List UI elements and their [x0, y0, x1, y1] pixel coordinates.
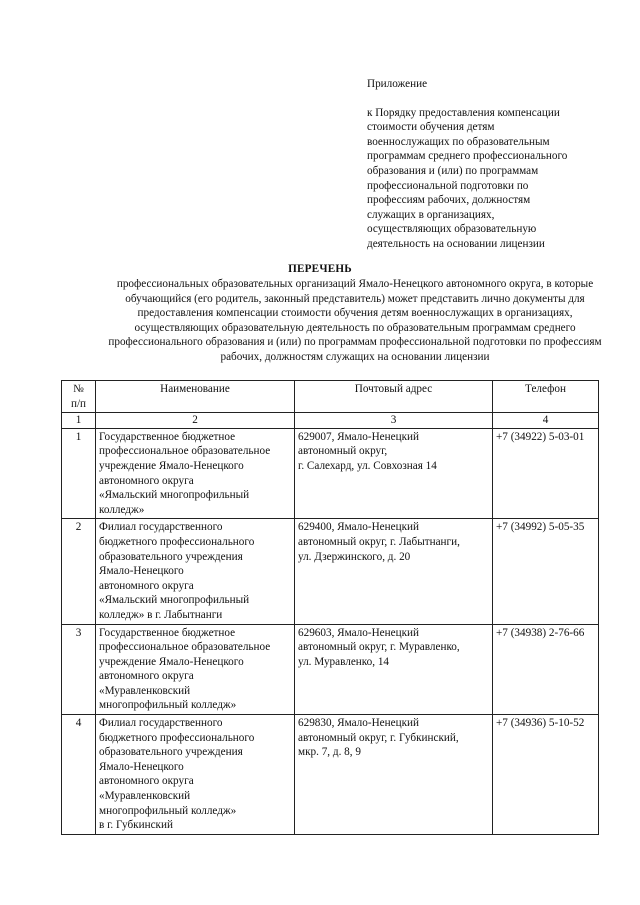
- table-column-numbers-row: [62, 413, 599, 429]
- organization-name: Государственное бюджетное профессиональное образовательное учреждение Ямало-Ненецкого автономного округа «Ямальский многопрофильный колледж»: [96, 428, 295, 519]
- postal-address: 629603, Ямало-Ненецкий автономный округ, г. Муравленко, ул. Муравленко, 14: [295, 624, 493, 715]
- column-number-2: 2: [96, 413, 295, 429]
- header-phone: Телефон: [493, 381, 599, 413]
- row-number: 4: [62, 715, 96, 835]
- column-number-3: 3: [295, 413, 493, 429]
- table-row: [62, 519, 599, 624]
- organization-name: Филиал государственного бюджетного профессионального образовательного учреждения Ямало-Ненецкого автономного округа «Ямальский многопрофильный колледж» в г. Лабытнанги: [96, 519, 295, 624]
- document-subheading: профессиональных образовательных организаций Ямало-Ненецкого автономного округа, в которые обучающийся (его родитель, законный представитель) может представить лично документы для предоставления компенсации стоимости обучения детям военнослужащих в организациях, осуществляющих образовательную деятельность по образовательным программам среднего профессионального образования и (или) по программам профессиональной подготовки по профессиям рабочих, должностям служащих на основании лицензии: [108, 278, 602, 363]
- table-row: [62, 624, 599, 715]
- phone-number: +7 (34936) 5-10-52: [493, 715, 599, 835]
- organization-name: Филиал государственного бюджетного профессионального образовательного учреждения Ямало-Ненецкого автономного округа «Муравленковский многопрофильный колледж» в г. Губкинский: [96, 715, 295, 835]
- organizations-table: [61, 380, 599, 835]
- table-row: [62, 715, 599, 835]
- header-address: Почтовый адрес: [295, 381, 493, 413]
- appendix-block: [367, 77, 629, 252]
- phone-number: +7 (34938) 2-76-66: [493, 624, 599, 715]
- postal-address: 629400, Ямало-Ненецкий автономный округ, г. Лабытнанги, ул. Дзержинского, д. 20: [295, 519, 493, 624]
- header-name: Наименование: [96, 381, 295, 413]
- appendix-text: к Порядку предоставления компенсации стоимости обучения детям военнослужащих по образовательным программам среднего профессионального образования и (или) по программам профессиональной подготовки по профессиям рабочих, должностям служащих в организациях, осуществляющих образовательную деятельность на основании лицензии: [367, 106, 568, 250]
- postal-address: 629007, Ямало-Ненецкий автономный округ, г. Салехард, ул. Совхозная 14: [295, 428, 493, 519]
- appendix-title: Приложение: [367, 78, 428, 90]
- header-number: № п/п: [62, 381, 96, 413]
- table-row: [62, 428, 599, 519]
- table-header-row: [62, 381, 599, 413]
- row-number: 2: [62, 519, 96, 624]
- postal-address: 629830, Ямало-Ненецкий автономный округ, г. Губкинский, мкр. 7, д. 8, 9: [295, 715, 493, 835]
- organization-name: Государственное бюджетное профессиональное образовательное учреждение Ямало-Ненецкого автономного округа «Муравленковский многопрофильный колледж»: [96, 624, 295, 715]
- row-number: 1: [62, 428, 96, 519]
- phone-number: +7 (34922) 5-03-01: [493, 428, 599, 519]
- phone-number: +7 (34992) 5-05-35: [493, 519, 599, 624]
- row-number: 3: [62, 624, 96, 715]
- document-heading: ПЕРЕЧЕНЬ: [288, 263, 352, 275]
- column-number-1: 1: [62, 413, 96, 429]
- column-number-4: 4: [493, 413, 599, 429]
